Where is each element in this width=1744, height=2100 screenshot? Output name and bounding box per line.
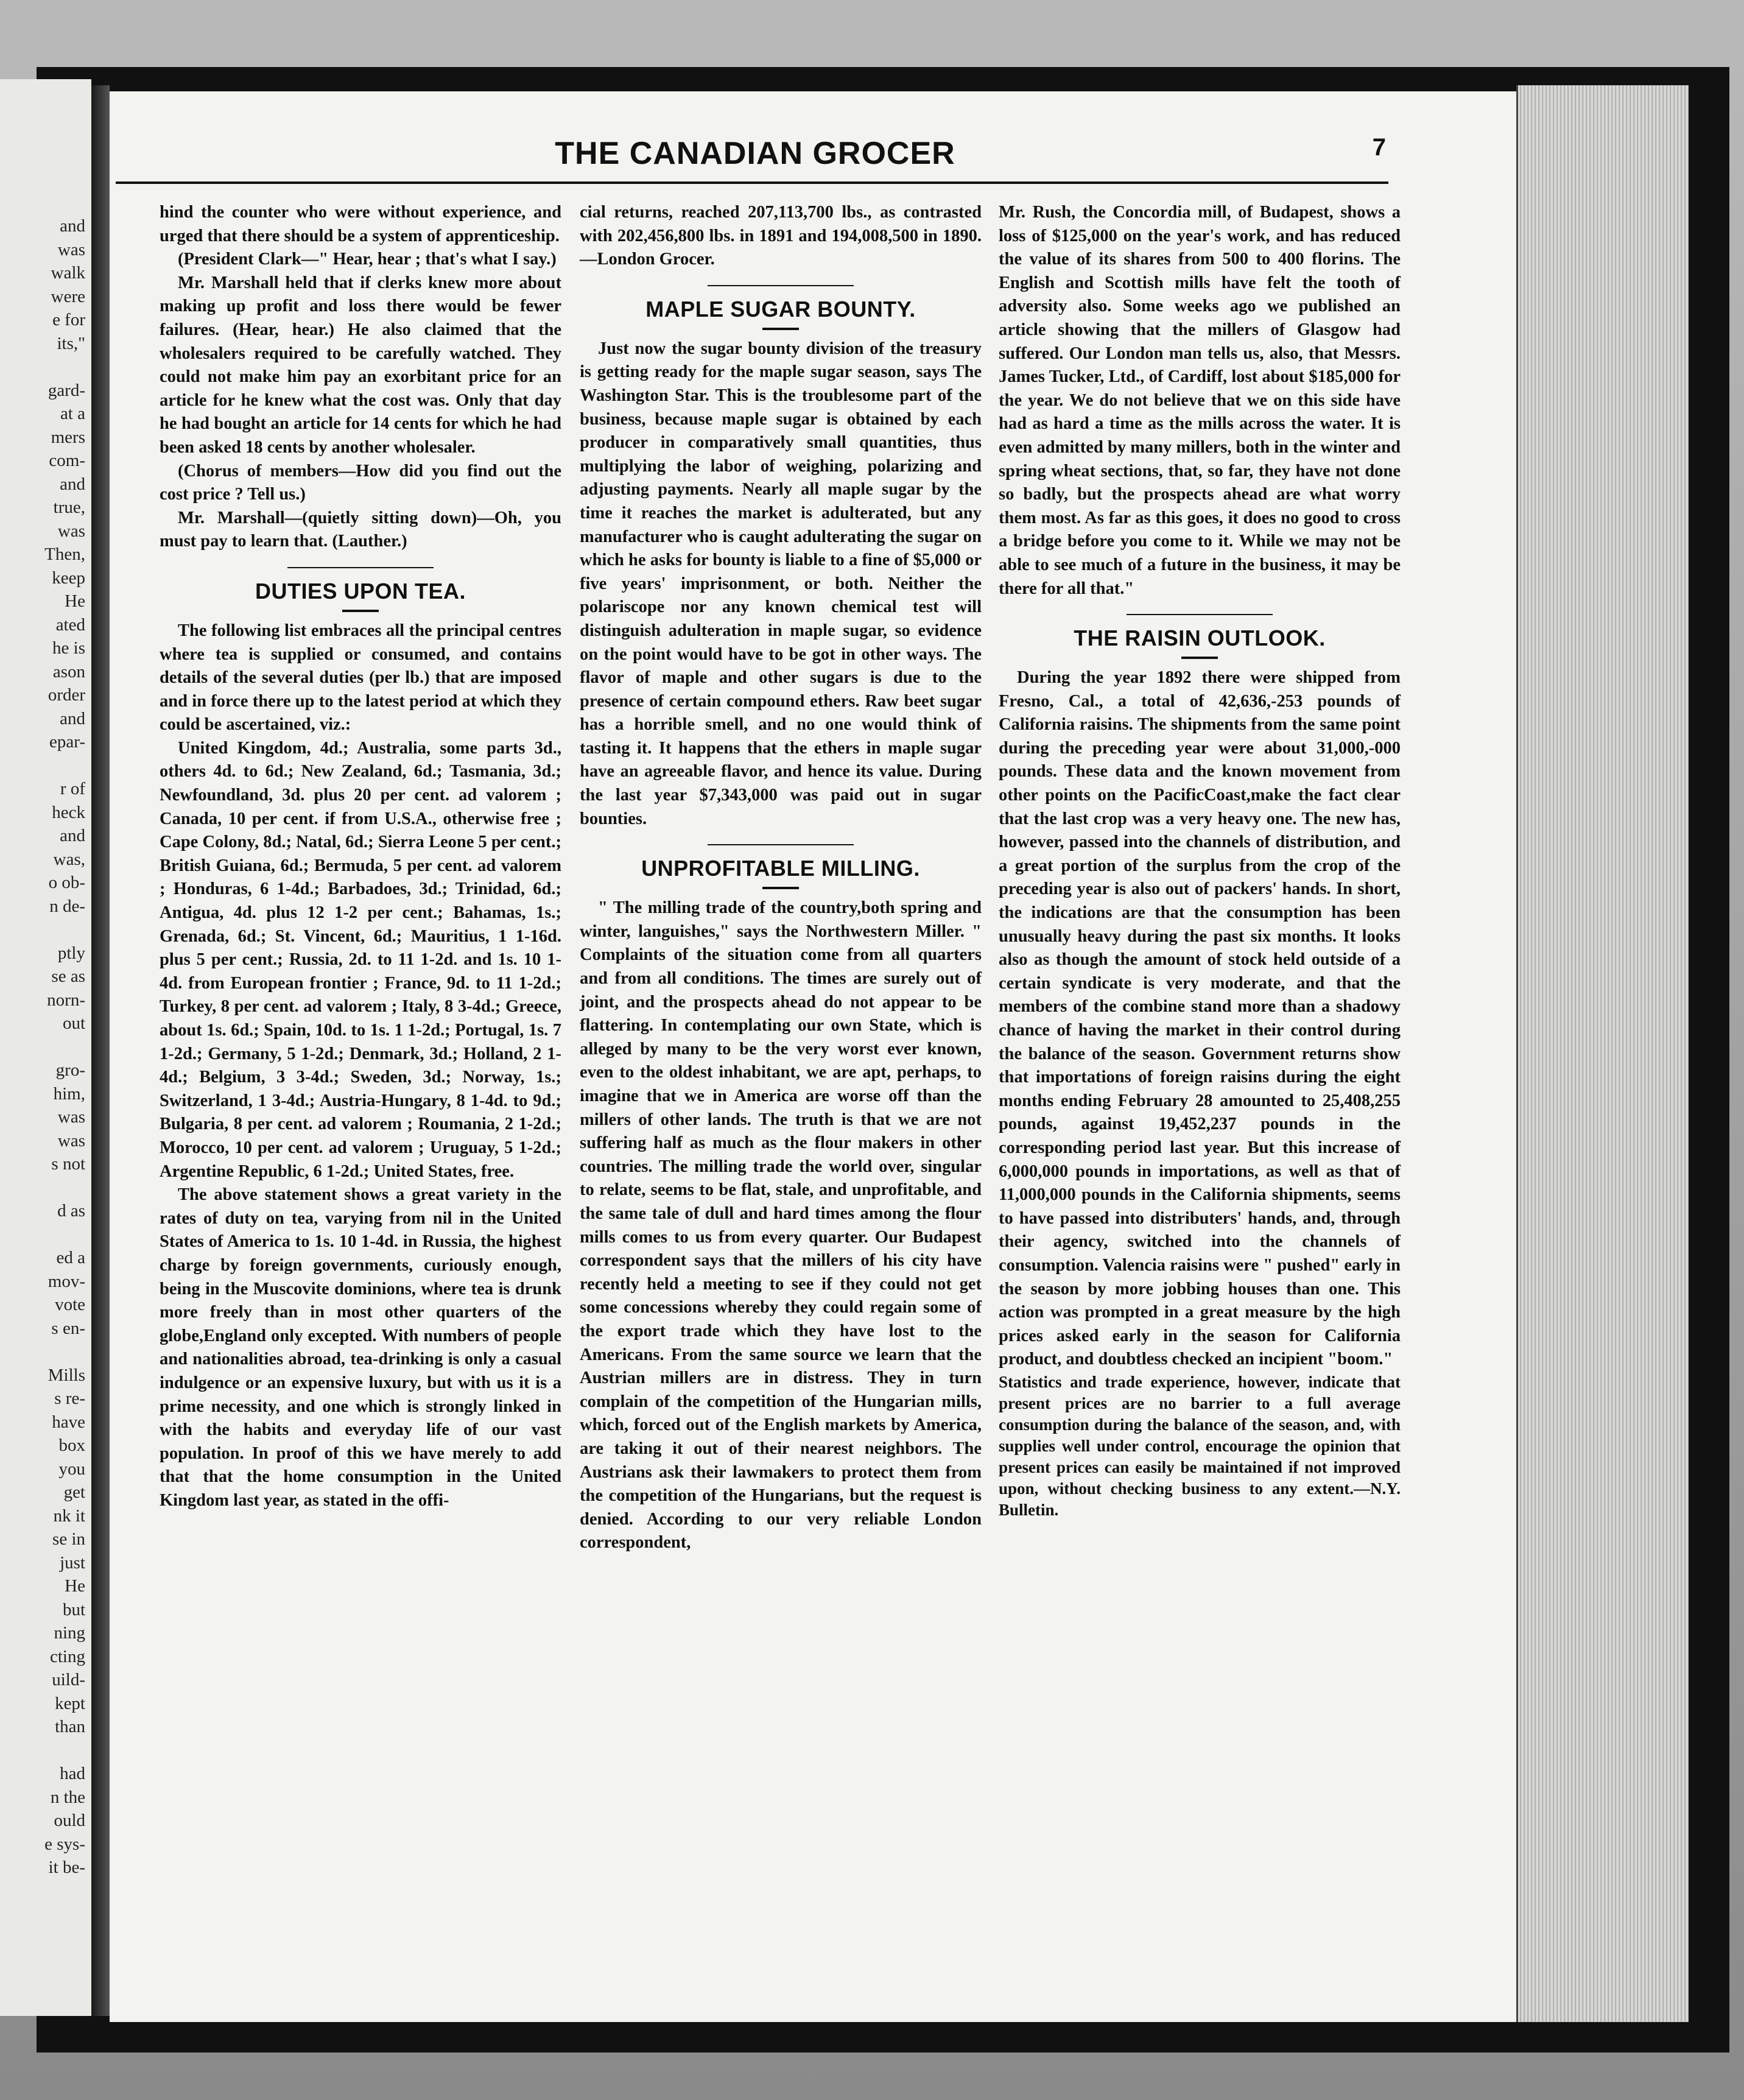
facing-page-line: s en- [51,1318,85,1338]
facing-page-line: Mills [47,1365,85,1385]
facing-page-line: its," [57,333,85,353]
paragraph: The following list embraces all the principal centres where tea is supplied or consumed, and contains details of the several duties (per lb.) that are imposed and in force there up to the latest period at which they could be ascertained, viz.: [160,621,561,735]
facing-page-line: out [62,1013,85,1033]
facing-page-line: he is [52,638,85,658]
heading-rule [762,328,799,330]
paragraph: During the year 1892 there were shipped from Fresno, Cal., a total of 42,636,-253 pounds of California raisins. The shipments from the same point during the preceding year were about 31,000,-000 pounds. These data and the known movement from other points on the PacificCoast,make the fact clear that the last crop was a very heavy one. The new has, however, passed into the channels of distribution, and a great portion of the surplus from the crop of the preceding year is also out of packers' hands. In short, the indications are that the consumption has been unusually heavy during the past six months. It looks also as though the amount of stock held outside of a certain syndicate is very moderate, and that the members of the combine stand more than a shadowy chance of having the market in their control during the balance of the season. Government returns show that importations of foreign raisins during the eight months ending February 28 amounted to 25,408,255 pounds, against 19,452,237 pounds in the corresponding period last year. But this increase of 6,000,000 pounds in importations, as well as that of 11,000,000 pounds in the California shipments, seems to have passed into distributers' hands, and, through their agency, switched into the channels of consumption. Valencia raisins were " pushed" early in the season by more jobbing houses than one. This action was prompted in a great measure by the high prices asked early in the season for California product, and doubtless checked an incipient "boom." [999,668,1401,1369]
paragraph: cial returns, reached 207,113,700 lbs., as contrasted with 202,456,800 lbs. in 1891 and 194,008,500 in 1890.—London Grocer. [580,203,982,269]
paragraph: " The milling trade of the country,both spring and winter, languishes," says the Northwestern Miller. " Complaints of the situation come from all quarters and from all conditions. The times are surely out of joint, and the prospects ahead do not appear to be flattering. In contemplating our own State, which is alleged by many to be the very worst ever known, even to the oldest inhabitant, we are apt, perhaps, to imagine that we in America are worse off than the millers of other lands. The truth is that we are not suffering half as much as the flour makers in other countries. The milling trade the world over, singular to relate, seems to be flat, stale, and unprofitable, and the same tale of dull and hard times among the flour mills comes to us from every quarter. Our Budapest correspondent says that the millers of his city have recently held a meeting to see if they could not get some concessions whereby they could regain some of the export trade which they have lost to the Americans. From the same source we learn that the Austrian millers are in distress. They in turn complain of the competition of the Hungarian mills, which, forced out of the English markets by America, are taking it out of their nearest neighbors. The Austrians ask their lawmakers to protect them from the competition of the Hungarians, but the request is denied. According to our very reliable London correspondent, [580,898,982,1552]
facing-page-line: r of [60,779,85,798]
facing-page-line: epar- [49,732,85,752]
facing-page-line: him, [53,1083,85,1104]
column-2 [580,201,982,1555]
paragraph: Just now the sugar bounty division of the treasury is getting ready for the maple sugar season, says The Washington Star. This is the troublesome part of the business, because maple sugar is obtained by each producer in comparatively small quantities, thus multiplying the labor of weighing, polarizing and adjusting payments. Nearly all maple sugar by the time it reaches the market is adulterated, but any manufacturer who is caught adulterating the sugar on which he asks for bounty is liable to a fine of $5,000 or five years' imprisonment, or both. Neither the polariscope nor any known chemical test will distinguish adulteration in maple sugar, so evidence on the point would have to be got in other ways. The flavor of maple and other sugars is due to the presence of certain compound ethers. Raw beet sugar has a horrible smell, and no one would think of tasting it. It happens that the ethers in maple sugar have an agreeable flavor, and hence its value. During the last year $7,343,000 was paid out in sugar bounties. [580,339,982,828]
facing-page-line: ning [54,1623,85,1643]
facing-page-line [0,754,85,778]
facing-page-line: d as [57,1201,85,1221]
paragraph: Mr. Rush, the Concordia mill, of Budapest, shows a loss of $125,000 on the year's work, and has reduced the value of its shares from 500 to 400 florins. The English and Scottish mills have felt the tooth of adversity also. Some weeks ago we published an article showing that the millers of Glasgow had suffered. Our London man tells us, also, that Messrs. James Tucker, Ltd., of Cardiff, lost about $185,000 for the year. We do not believe that we on this side have had as hard a time as the mills across the water. It is even admitted by many millers, both in the winter and spring wheat sections, that, so far, they have not done so badly, but the prospects ahead are what worry them most. As far as this goes, it does no good to cross a bridge before you come to it. While we may not be able to see much of a future in the business, it may be there for all that." [999,203,1401,598]
section-divider [1127,614,1273,615]
facing-page-line: n the [50,1787,85,1807]
column-3 [999,201,1401,1521]
column-1 [160,201,561,1512]
article-heading: THE RAISIN OUTLOOK. [1074,625,1326,651]
facing-page-line: ptly [57,943,85,963]
facing-page-line: was, [53,849,85,869]
facing-page-line: and [60,216,85,236]
paragraph: Mr. Marshall held that if clerks knew more about making up profit and loss there would be fewer failures. (Hear, hear.) He also claimed that the wholesalers required to be carefully watched. They could not make him pay an exorbitant price for an article for he knew what the cost was. Only that day he had bought an article for 14 cents for which he had been asked 18 cents by another wholesaler. [160,273,561,457]
facing-page-fragment [0,79,91,2016]
facing-page-line: was [57,239,85,259]
facing-page-line: mov- [47,1271,85,1291]
facing-page-line: have [52,1412,85,1432]
facing-page-line: com- [49,451,85,470]
section-divider [708,285,854,286]
facing-page-line: He [65,1576,85,1596]
heading-rule [762,887,799,889]
facing-page-line: uild- [52,1670,85,1690]
facing-page-line: gard- [47,380,85,400]
facing-page-line [0,1176,85,1200]
facing-page-line: mers [51,427,85,447]
facing-page-line: e for [52,310,85,329]
facing-page-line: s re- [54,1389,85,1408]
facing-page-line: se in [52,1529,85,1549]
facing-page-line: and [60,708,85,728]
paragraph: Mr. Marshall—(quietly sitting down)—Oh, you must pay to learn that. (Lauther.) [160,508,561,551]
page-number: 7 [1372,134,1386,161]
facing-page-line: kept [55,1693,85,1713]
facing-page-line: it be- [48,1858,85,1877]
facing-page-line [0,1340,85,1364]
facing-page-line [0,1223,85,1247]
article-heading: DUTIES UPON TEA. [255,578,466,604]
facing-page-line: was [57,1107,85,1127]
facing-page-line: and [60,474,85,494]
facing-page-line: heck [52,802,85,822]
facing-page-line: ed a [56,1248,85,1267]
paragraph: The above statement shows a great variety in the rates of duty on tea, varying from nil in the United States of America to 1s. 10 1-4d. in Russia, the highest charge by foreign governments, curiously enough, being in the Muscovite dominions, where tea is drunk more freely than in most other quarters of the globe,England only excepted. With numbers of people and nationalities abroad, tea-drinking is only a casual indulgence or an expensive luxury, but with us it is a prime necessity, and one which is strongly linked in with the habits and everyday life of our vast population. In proof of this we have merely to add that that the home consumption in the United Kingdom last year, as stated in the offi- [160,1185,561,1510]
facing-page-line: at a [60,404,85,423]
facing-page-line: true, [53,498,85,517]
header-rule [116,181,1388,184]
facing-page-line: was [57,521,85,541]
paragraph: Statistics and trade experience, however, indicate that present prices are no barrier to a full average consumption during the balance of the season, and, with supplies well under control, encourage the opinion that present prices can easily be maintained if not improved upon, without checking business to any extent.—N.Y. Bulletin. [999,1372,1401,1519]
facing-page-line: ason [52,661,85,682]
facing-page-line: se as [51,967,85,986]
facing-page-text [0,79,91,1880]
article-heading: MAPLE SUGAR BOUNTY. [645,296,916,322]
facing-page-line: but [62,1599,85,1619]
facing-page-line: were [51,286,85,306]
facing-page-line: He [65,591,85,611]
facing-page-line: than [55,1717,85,1736]
facing-page-line [0,1035,85,1059]
section-divider [287,567,434,568]
facing-page-line: ated [55,615,85,635]
facing-page-line: and [60,826,85,845]
facing-page-line: box [58,1436,85,1455]
facing-page-line: s not [51,1154,85,1174]
facing-page-line: n de- [49,896,85,916]
page-edges [1516,85,1689,2022]
section-divider [708,844,854,845]
facing-page-line: nk it [53,1506,85,1526]
heading-rule [342,610,379,612]
book-gutter [91,85,110,2016]
heading-rule [1181,657,1218,659]
facing-page-line: order [47,685,85,705]
facing-page-line [0,355,85,379]
facing-page-line: ould [54,1811,85,1830]
facing-page-line: vote [55,1295,85,1314]
facing-page-line: Then, [44,544,85,564]
facing-page-line: gro- [55,1060,85,1080]
article-heading: UNPROFITABLE MILLING. [641,856,920,881]
paragraph: (President Clark—" Hear, hear ; that's what I say.) [178,250,557,269]
facing-page-line: was [57,1130,85,1150]
facing-page-line [0,918,85,942]
facing-page-line: e sys- [44,1834,85,1854]
facing-page-line: get [63,1482,85,1502]
paragraph: (Chorus of members—How did you find out the cost price ? Tell us.) [160,461,561,504]
page-header [116,129,1388,184]
running-title: THE CANADIAN GROCER [555,136,955,171]
facing-page-line: o ob- [48,873,85,892]
facing-page-line [0,1739,85,1763]
facing-page-line: you [58,1459,85,1479]
paragraph: hind the counter who were without experience, and urged that there should be a system of apprenticeship. [160,203,561,245]
facing-page-line: keep [52,568,85,588]
facing-page-line: just [60,1552,85,1573]
paragraph: United Kingdom, 4d.; Australia, some parts 3d., others 4d. to 6d.; New Zealand, 6d.; Tasmania, 3d.; Newfoundland, 3d. plus 20 per cent. ad valorem ; Canada, 10 per cent. if from U.S.A., otherwise free ; Cape Colony, 8d.; Natal, 6d.; Sierra Leone 5 per cent.; British Guiana, 6d.; Bermuda, 5 per cent. ad valorem ; Honduras, 6 1-4d.; Barbadoes, 3d.; Trinidad, 6d.; Antigua, 4d. plus 12 1-2 per cent.; Bahamas, 1s.; Grenada, 6d.; St. Vincent, 6d.; Mauritius, 1 1-16d. plus 5 per cent.; Russia, 2d. to 11 1-2d. and 1s. 10 1-4d. from European frontier ; France, 9d. to 11 1-2d.; Turkey, 8 per cent. ad valorem ; Italy, 8 3-4d.; Greece, about 1s. 6d.; Spain, 10d. to 1s. 1 1-2d.; Portugal, 1s. 7 1-2d.; Germany, 5 1-2d.; Denmark, 3d.; Holland, 2 1-4d.; Belgium, 3 3-4d.; Sweden, 3d.; Norway, 1s.; Switzerland, 1 3-4d.; Austria-Hungary, 8 1-4d. to 9d.; Bulgaria, 8 per cent. ad valorem ; Roumania, 2 1-2d.; Morocco, 10 per cent. ad valorem ; Uruguay, 5 1-2d.; Argentine Republic, 6 1-2d.; United States, free. [160,738,561,1181]
facing-page-line: cting [50,1646,85,1666]
facing-page-line: walk [51,263,85,283]
facing-page-line: norn- [47,990,85,1010]
facing-page-line: had [60,1764,85,1783]
